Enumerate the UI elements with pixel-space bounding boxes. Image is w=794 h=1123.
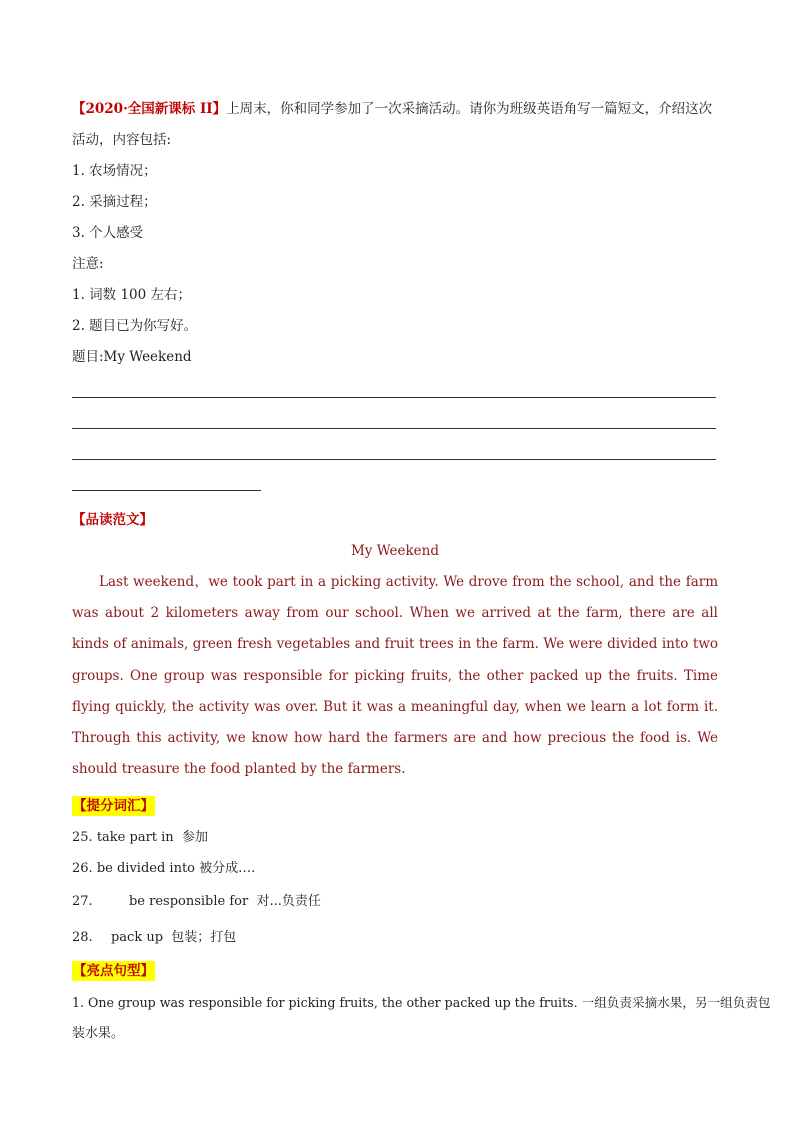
vocab-meaning: 被分成…. [199, 861, 256, 877]
vocab-item [72, 853, 718, 884]
vocab-phrase: be responsible for [128, 894, 249, 910]
vocab-item [72, 920, 718, 956]
note-2: 2. 题目已为你写好。 [72, 318, 198, 334]
essay-title-line: 题目:My Weekend [72, 349, 192, 365]
content-point-2: 2. 采摘过程； [72, 194, 157, 210]
content-point-3: 3. 个人感受 [72, 225, 144, 241]
vocab-meaning: 包装；打包 [171, 930, 237, 946]
vocab-num: 26. [72, 861, 93, 877]
document-page [72, 94, 771, 1049]
vocab-meaning: 参加 [181, 830, 208, 846]
content-point-1: 1. 农场情况； [72, 163, 157, 179]
source-tag: 【2020·全国新课标 II】 [72, 101, 227, 117]
vocab-num: 25. [72, 830, 93, 846]
prompt-line-1 [72, 94, 718, 125]
prompt-line-2: 活动，内容包括: [72, 132, 172, 148]
vocab-item [72, 884, 718, 920]
model-essay-heading-text: 【品读范文】 [72, 512, 153, 528]
sentences-heading [72, 956, 718, 987]
model-essay-body: Last weekend，we took part in a picking activity. We drove from the school, and the farm was about 2 kilometers away from our school. When we arrived at the farm, there are all kinds of animals, green fresh vegetables and fruit trees in the farm. We were divided into two groups. One group was responsible for picking fruits, the other packed up the fruits. Time flying quickly, the activity was over. But it was a meaningful day, when we learn a lot form it. Through this activity, we know how hard the farmers are and how precious the food is. We should treasure the food planted by the farmers. [72, 574, 718, 778]
vocab-heading-highlight: 【提分词汇】 [73, 798, 154, 815]
vocab-num: 28. [72, 930, 93, 946]
model-essay-heading [72, 505, 718, 536]
vocab-num: 27. [72, 894, 93, 910]
vocab-heading [72, 791, 718, 822]
vocab-item [72, 822, 718, 853]
prompt-text-1: 上周末，你和同学参加了一次采摘活动。请你为班级英语角写一篇短文，介绍这次 [226, 101, 713, 117]
sentence-1-line-2: 装水果。 [72, 1026, 125, 1042]
vocab-phrase: be divided into [96, 861, 196, 877]
sentence-1-line-1: 1. One group was responsible for picking fruits, the other packed up the fruits. 一组负责采摘水果，另一组负责包 [72, 995, 771, 1011]
note-label: 注意: [72, 256, 104, 272]
note-1: 1. 词数 100 左右； [72, 287, 192, 303]
vocab-phrase: pack up [110, 930, 164, 946]
vocab-meaning: 对...负责任 [256, 894, 321, 910]
vocab-phrase: take part in [96, 830, 174, 846]
sentences-heading-highlight: 【亮点句型】 [73, 963, 154, 980]
model-essay-title: My Weekend [350, 543, 439, 559]
